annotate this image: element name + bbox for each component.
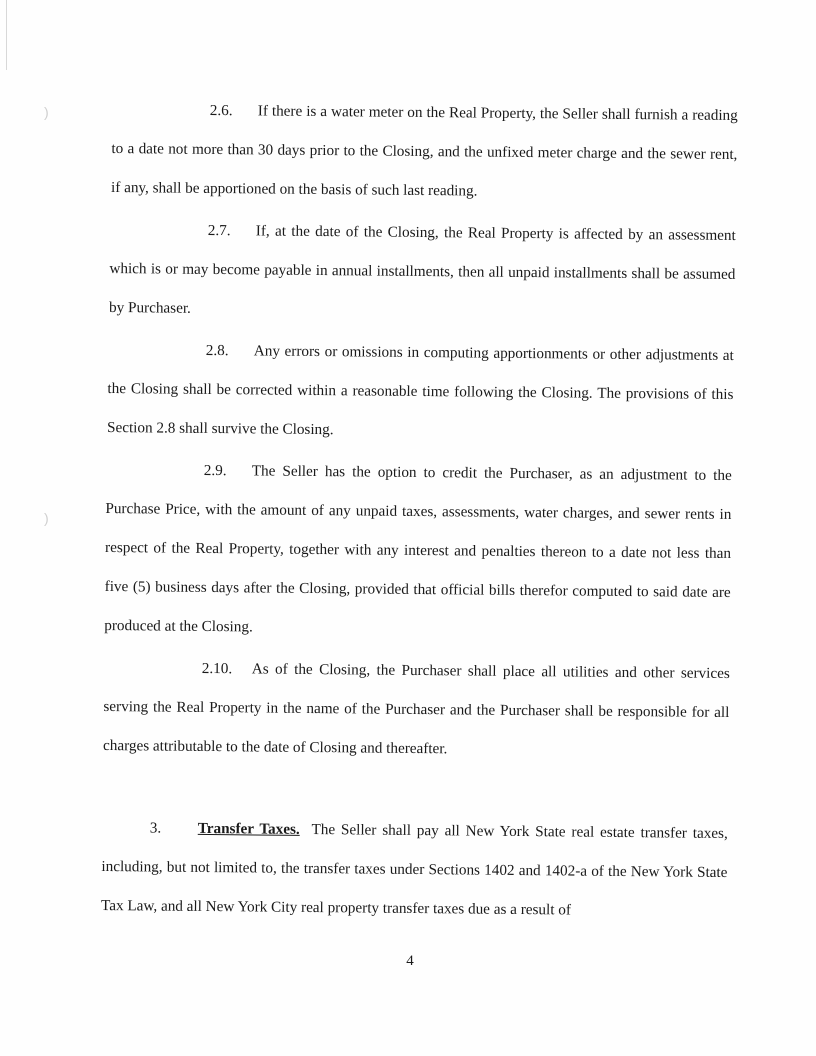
paragraph-2-8 <box>107 330 734 453</box>
paragraph-text: Any errors or omissions in computing apportionments or other adjustments at the Closing shall be corrected within a reasonable time following the Closing. The provisions of this Section 2.8 shall survive the Closing. <box>106 342 734 439</box>
paragraph-number: 2.9. <box>203 461 227 480</box>
paragraph-number: 2.7. <box>207 221 231 240</box>
scan-edge-line <box>6 0 7 70</box>
paragraph-number: 2.10. <box>201 659 233 678</box>
section-text: The Seller shall pay all New York State real estate transfer taxes, including, but not limited to, the transfer taxes under Sections 1402 and 1402-a of the New York State Tax Law, and all New York City real property transfer taxes due as a result of <box>100 821 728 919</box>
section-number: 3. <box>149 819 162 837</box>
scan-artifact-mark: ) <box>44 104 49 120</box>
paragraph-text: The Seller has the option to credit the Purchaser, as an adjustment to the Purchase Price, with the amount of any unpaid taxes, assessments, water charges, and sewer rents in respect of the Real Property, together with any interest and penalties thereon to a date not less than five (5) business days after the Closing, provided that official bills therefor computed to said date are produced at the Closing. <box>104 462 732 636</box>
paragraph-2-6 <box>111 90 738 213</box>
paragraph-2-10 <box>103 648 730 771</box>
paragraph-text: If, at the date of the Closing, the Real Property is affected by an assessment which is or may become payable in annual installments, then all unpaid installments shall be assumed by Purchaser. <box>108 222 736 317</box>
paragraph-number: 2.6. <box>209 101 233 120</box>
paragraph-text: As of the Closing, the Purchaser shall place all utilities and other services serving the Real Property in the name of the Purchaser and the Purchaser shall be responsible for all charges attributable to the date of Closing and thereafter. <box>102 660 730 758</box>
paragraph-2-7 <box>109 210 736 333</box>
paragraph-number: 2.8. <box>205 341 229 360</box>
page-number: 4 <box>406 953 414 969</box>
scan-artifact-mark: ) <box>44 510 49 526</box>
paragraph-text: If there is a water meter on the Real Property, the Seller shall furnish a reading to a date not more than 30 days prior to the Closing, and the unfixed meter charge and the sewer rent, if any, shall be apportioned on the basis of such last reading. <box>110 102 738 200</box>
section-3-transfer-taxes <box>101 808 728 931</box>
section-heading: Transfer Taxes. <box>197 819 300 838</box>
paragraph-2-9 <box>104 450 732 651</box>
